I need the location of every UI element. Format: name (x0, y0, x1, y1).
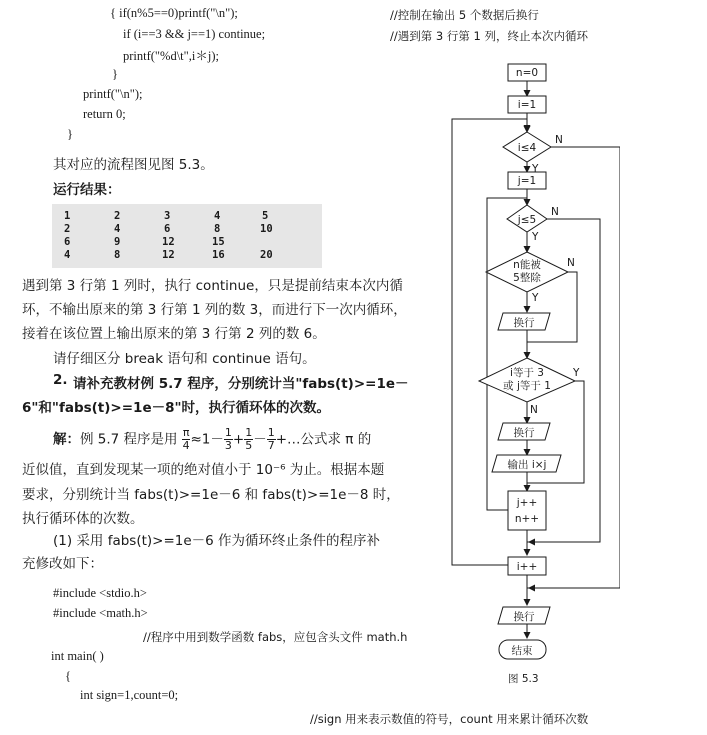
code-comment-sign: //sign 用来表示数值的符号，count 用来累计循环次数 (310, 712, 589, 726)
fraction-one-third (224, 427, 233, 452)
flow-label-no: N (551, 206, 559, 218)
code-comment-continue: //遇到第 3 行第 1 列，终止本次内循环 (390, 29, 589, 43)
result-cell: 3 (164, 210, 171, 222)
fraction-denominator: 7 (267, 439, 275, 452)
result-cell: 1 (64, 210, 71, 222)
result-cell: 15 (212, 236, 225, 248)
answer-part1-line1: (1) 采用 fabs(t)>=1e－6 作为循环终止条件的程序补 (53, 533, 381, 549)
flow-label-jpp: j++ (516, 497, 538, 509)
fraction-numerator: 1 (245, 426, 253, 439)
fraction-numerator: 1 (267, 426, 275, 439)
fraction-denominator: 3 (224, 439, 232, 452)
result-cell: 8 (114, 249, 121, 261)
question-2-number: 2. (53, 372, 68, 388)
flow-label-ipp: i++ (516, 561, 538, 573)
code-include-stdio: #include <stdio.h> (53, 586, 147, 600)
code-include-math: #include <math.h> (53, 606, 148, 620)
run-result-label: 运行结果： (53, 182, 121, 198)
result-cell: 2 (114, 210, 121, 222)
answer-text: － (253, 431, 267, 448)
question-2-line2: 6"和"fabs(t)>=1e－8"时，执行循环体的次数。 (22, 400, 331, 416)
flow-label-cond-ij-1: i等于 3 (510, 367, 544, 379)
answer-formula-line (53, 427, 371, 452)
code-open-brace: { (65, 669, 71, 683)
code-comment-newline: //控制在输出 5 个数据后换行 (390, 8, 539, 22)
code-line-if-newline: { if(n%5==0)printf("\n"); (110, 6, 238, 20)
answer-line4: 执行循环体的次数。 (22, 511, 144, 527)
answer-text: ≈1－ (190, 431, 224, 448)
code-line-return: return 0; (83, 107, 126, 121)
fraction-denominator: 5 (245, 439, 253, 452)
flow-label-no: N (555, 134, 563, 146)
result-cell: 5 (262, 210, 269, 222)
result-cell: 6 (164, 223, 171, 235)
result-cell: 10 (260, 223, 273, 235)
code-main-decl: int main( ) (51, 649, 104, 663)
answer-line2: 近似值，直到发现某一项的绝对值小于 10⁻⁶ 为止。根据本题 (22, 462, 385, 478)
result-cell: 9 (114, 236, 121, 248)
code-line-printf-newline: printf("\n"); (83, 87, 143, 101)
code-line-printf: printf("%d\t",i＊j); (123, 49, 219, 63)
result-cell: 4 (64, 249, 71, 261)
flow-label-j1: j=1 (517, 175, 537, 187)
flowchart-5-3 (430, 55, 620, 695)
flow-label-output: 输出 i×j (507, 459, 547, 471)
fraction-denominator: 4 (182, 439, 190, 452)
code-line-close-brace: } (112, 67, 118, 81)
code-comment-math: //程序中用到数学函数 fabs，应包含头文件 math.h (143, 630, 408, 644)
flow-label-npp: n++ (514, 513, 540, 525)
result-row (52, 249, 322, 264)
result-cell: 12 (162, 249, 175, 261)
answer-label: 解： (53, 431, 80, 448)
continue-explanation-line3: 接着在该位置上输出原来的第 3 行第 2 列的数 6。 (22, 326, 326, 342)
code-line-continue: if (i==3 && j==1) continue; (123, 27, 266, 41)
flow-label-no: N (567, 257, 575, 269)
result-cell: 4 (114, 223, 121, 235)
flow-label-yes: Y (532, 231, 539, 243)
answer-line3: 要求，分别统计当 fabs(t)>=1e－6 和 fabs(t)>=1e－8 时， (22, 487, 400, 503)
flow-label-newline-3: 换行 (513, 611, 535, 623)
flow-label-cond-n-1: n能被 (513, 259, 541, 271)
continue-explanation-line1: 遇到第 3 行第 1 列时，执行 continue，只是提前结束本次内循 (22, 278, 403, 294)
answer-text: 例 5.7 程序是用 (80, 431, 178, 448)
code-var-decl: int sign=1,count=0; (80, 688, 179, 702)
answer-text: + (232, 431, 245, 448)
result-cell: 20 (260, 249, 273, 261)
result-cell: 4 (214, 210, 221, 222)
flow-label-newline-1: 换行 (513, 317, 535, 329)
run-result-box (52, 204, 322, 268)
result-cell: 2 (64, 223, 71, 235)
answer-text: +…公式求 π 的 (275, 431, 372, 448)
question-2-line1: 请补充教材例 5.7 程序，分别统计当"fabs(t)>=1e－ (73, 376, 409, 392)
fraction-one-fifth (244, 427, 253, 452)
flow-label-cond-i: i≤4 (517, 142, 537, 154)
result-cell: 6 (64, 236, 71, 248)
break-continue-note: 请仔细区分 break 语句和 continue 语句。 (53, 351, 316, 367)
flow-reference-text: 其对应的流程图见图 5.3。 (53, 157, 214, 173)
flow-label-cond-ij-2: 或 j等于 1 (503, 380, 551, 392)
result-cell: 16 (212, 249, 225, 261)
flow-label-cond-j: j≤5 (517, 214, 537, 226)
answer-part1-line2: 充修改如下： (22, 556, 103, 572)
continue-explanation-line2: 环，不输出原来的第 3 行第 1 列的数 3，而进行下一次内循环， (22, 302, 407, 318)
flow-label-yes: Y (532, 292, 539, 304)
flow-label-end: 结束 (511, 645, 533, 657)
flow-label-yes: Y (573, 367, 580, 379)
flow-label-i1: i=1 (517, 99, 537, 111)
fraction-numerator: π (182, 426, 190, 439)
flow-label-newline-2: 换行 (513, 427, 535, 439)
flow-label-no: N (530, 404, 538, 416)
fraction-numerator: 1 (224, 426, 232, 439)
flow-label-n0: n=0 (515, 67, 539, 79)
code-line-end-brace: } (67, 127, 73, 141)
flow-label-cond-n-2: 5整除 (513, 272, 541, 284)
flow-label-yes: Y (532, 163, 539, 175)
figure-caption: 图 5.3 (508, 673, 539, 685)
result-cell: 12 (162, 236, 175, 248)
result-cell: 8 (214, 223, 221, 235)
fraction-one-seventh (267, 427, 276, 452)
